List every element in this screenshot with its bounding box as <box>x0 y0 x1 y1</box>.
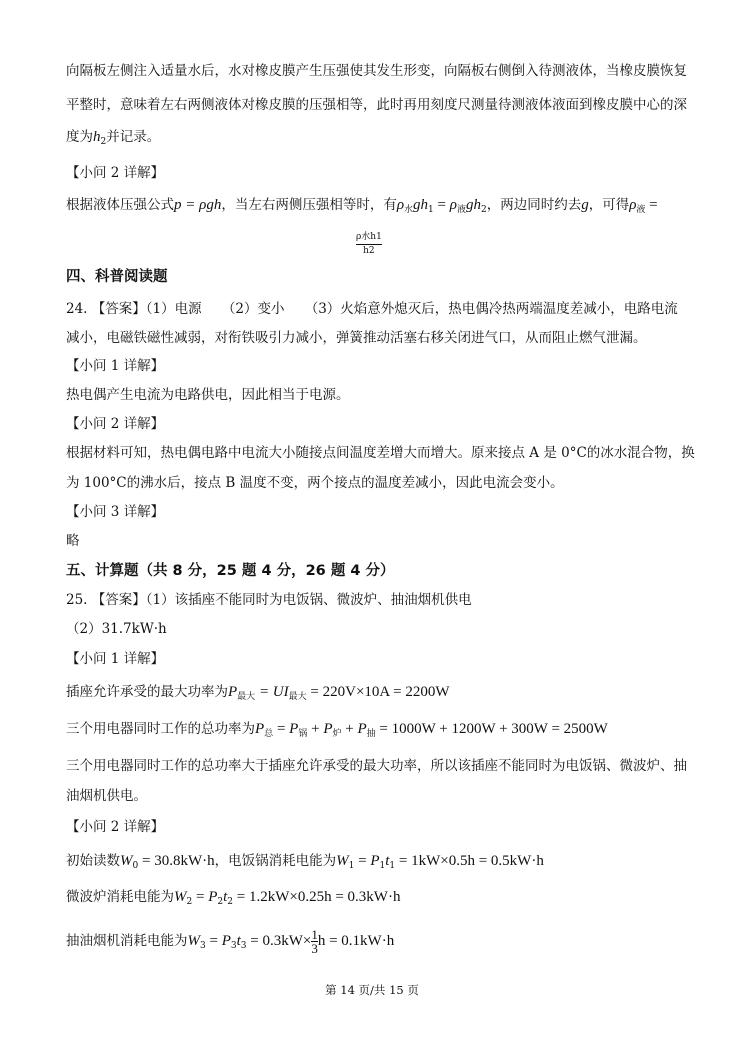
page-footer: 第 14 页/共 15 页 <box>325 983 419 997</box>
section-heading: 四、科普阅读题 <box>66 269 168 285</box>
para-line: 平整时，意味着左右两侧液体对橡皮膜的压强相等，此时再用刻度尺测量待测液体液面到橡皮膜中心的深 <box>66 97 687 113</box>
formula-line: 抽油烟机消耗电能为$W_3 = P_3t_3 = 0.3kW\times$ $\frac{1}{3}$ h = 0.1kW·h <box>66 927 395 956</box>
detail-heading: 【小问 3 详解】 <box>66 504 165 520</box>
para-line: 油烟机供电。 <box>66 788 147 804</box>
fraction: ρ水h1 h2 <box>356 232 382 256</box>
formula-line: 微波炉消耗电能为$W_2 = P_2t_2 = 1.2kW\times 0.25h = 0.3kW\cdot h$ <box>66 889 401 907</box>
answer-line: 25. 【答案】（1）该插座不能同时为电饭锅、微波炉、抽油烟机供电 <box>66 592 472 608</box>
para-line: 热电偶产生电流为电路供电，因此相当于电源。 <box>66 387 350 403</box>
para-line: 度为$h_2$并记录。 <box>66 129 161 147</box>
para-line: 为 100°C的沸水后，接点 B 温度不变，两个接点的温度差减小，因此电流会变小。 <box>66 475 564 491</box>
formula-line: 插座允许承受的最大功率为$P_{最大} = UI_{最大} = 220V\times 10A = 2200W$ <box>66 684 450 702</box>
para-line: 向隔板左侧注入适量水后，水对橡皮膜产生压强使其发生形变，向隔板右侧倒入待测液体，当橡皮膜恢复 <box>66 63 687 79</box>
answer-line: 减小，电磁铁磁性减弱，对衔铁吸引力减小，弹簧推动活塞右移关闭进气口，从而阻止燃气泄漏。 <box>66 330 647 346</box>
detail-heading: 【小问 1 详解】 <box>66 358 165 374</box>
formula-line: 初始读数$W_0 = 30.8kW\cdot h$，电饭锅消耗电能为$W_1 = P_1t_1 = 1kW\times 0.5h = 0.5kW\cdot h$ <box>66 853 544 871</box>
inline-fraction: $\frac{1}{3}$ <box>311 927 318 956</box>
answer-line: 24. 【答案】（1）电源 （2）变小 （3）火焰意外熄灭后，热电偶冷热两端温度差减小，电路电流 <box>66 301 678 317</box>
detail-heading: 【小问 2 详解】 <box>66 416 165 432</box>
para-line: 根据材料可知，热电偶电路中电流大小随接点间温度差增大而增大。原来接点 A 是 0°C的冰水混合物，换 <box>66 445 695 461</box>
formula-line: 三个用电器同时工作的总功率为$P_总 = P_锅 + P_炉 + P_抽 = 1000W + 1200W + 300W = 2500W$ <box>66 721 608 739</box>
formula-line: 根据液体压强公式p = ρgh，当左右两侧压强相等时，有$\rho_水gh_1 = \rho_液gh_2$，两边同时约去g，可得$\rho_液$ = <box>66 197 658 215</box>
para-line: 三个用电器同时工作的总功率大于插座允许承受的最大功率，所以该插座不能同时为电饭锅、微波炉、抽 <box>66 758 687 774</box>
answer-line: （2）31.7kW·h <box>66 621 167 637</box>
section-heading: 五、计算题（共 8 分，25 题 4 分，26 题 4 分） <box>66 563 395 579</box>
para-line: 略 <box>66 533 80 549</box>
detail-heading: 【小问 2 详解】 <box>66 819 165 835</box>
detail-heading: 【小问 2 详解】 <box>66 165 165 181</box>
detail-heading: 【小问 1 详解】 <box>66 651 165 667</box>
